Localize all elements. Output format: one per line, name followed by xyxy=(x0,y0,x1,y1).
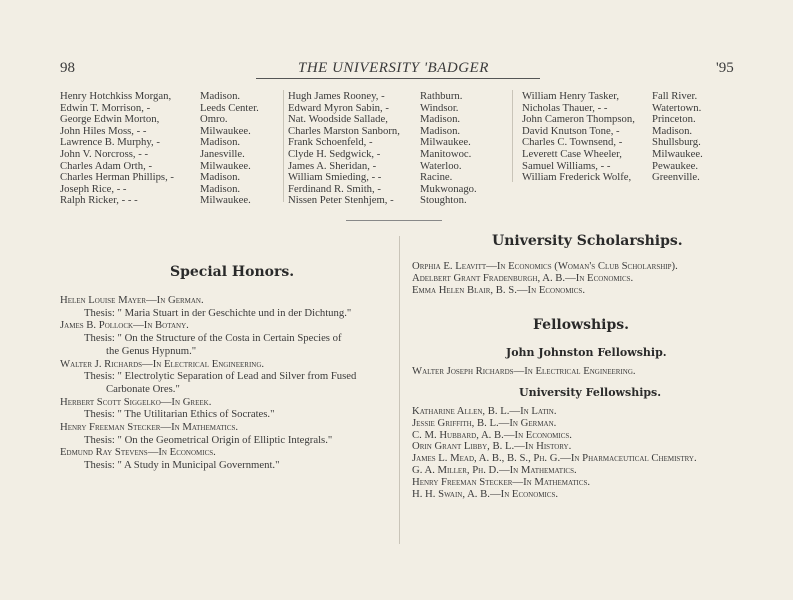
fellowship-entry: Henry Freeman Stecker—In Mathematics. xyxy=(412,475,591,488)
student-hometown: Milwaukee. xyxy=(200,194,251,207)
student-hometown: Fall River. xyxy=(652,90,698,102)
honor-recipient: Henry Freeman Stecker—In Mathematics. xyxy=(60,421,239,434)
roster-row xyxy=(522,91,703,103)
student-hometown: Milwaukee. xyxy=(200,124,251,137)
student-name: James A. Sheridan, - xyxy=(288,159,377,172)
scholarship-entry: Adelbert Grant Fradenburgh, A. B.—In Economics. xyxy=(412,271,634,284)
student-hometown: Milwaukee. xyxy=(420,136,471,149)
fellowship-entry: James L. Mead, A. B., B. S., Ph. G.—In Pharmaceutical Chemistry. xyxy=(412,452,697,465)
student-name: William Henry Tasker, xyxy=(522,90,620,102)
honor-recipient: Helen Louise Mayer—In German. xyxy=(60,294,204,306)
student-name: Charles Marston Sanborn, xyxy=(288,124,400,137)
student-hometown: Madison. xyxy=(200,182,241,195)
honor-recipient: Herbert Scott Siggelko—In Greek. xyxy=(60,395,212,408)
student-hometown: Manitowoc. xyxy=(420,147,472,160)
roster-column-1 xyxy=(60,91,259,207)
university-fellowships-list xyxy=(412,406,697,500)
special-honors-heading: Special Honors. xyxy=(170,264,295,280)
honor-thesis: Thesis: " The Utilitarian Ethics of Socrates." xyxy=(84,408,275,421)
header-rule xyxy=(256,78,540,79)
student-name: John V. Norcross, - - xyxy=(60,147,149,160)
student-hometown: Madison. xyxy=(200,171,241,184)
section-rule xyxy=(346,220,442,221)
student-name: Nicholas Thauer, - - xyxy=(522,101,608,114)
student-hometown: Watertown. xyxy=(652,101,702,114)
student-name: Joseph Rice, - - xyxy=(60,182,127,195)
student-hometown: Leeds Center. xyxy=(200,101,259,114)
fellowship-entry: G. A. Miller, Ph. D.—In Mathematics. xyxy=(412,463,577,476)
university-fellowships-heading: University Fellowships. xyxy=(519,386,662,399)
student-name: Ralph Ricker, - - - xyxy=(60,194,138,207)
student-hometown: Pewaukee. xyxy=(652,159,698,172)
fellowship-entry: Orin Grant Libby, B. L.—In History. xyxy=(412,440,572,453)
roster-row xyxy=(522,172,703,184)
honor-thesis: Carbonate Ores." xyxy=(106,382,180,395)
scholarships-list xyxy=(412,261,678,296)
johnston-fellowship-line: Walter Joseph Richards—In Electrical Engineering. xyxy=(412,365,636,377)
student-hometown: Racine. xyxy=(420,171,453,184)
student-hometown: Milwaukee. xyxy=(652,147,703,160)
student-name: Hugh James Rooney, - xyxy=(288,90,385,102)
student-hometown: Madison. xyxy=(200,90,241,102)
student-name: Charles Adam Orth, - xyxy=(60,159,153,172)
roster-column-2 xyxy=(288,91,477,207)
student-hometown: Stoughton. xyxy=(420,194,467,207)
student-name: Samuel Williams, - - xyxy=(522,159,611,172)
roster-row xyxy=(60,149,259,161)
student-name: Edwin T. Morrison, - xyxy=(60,101,151,114)
student-name: Nissen Peter Stenhjem, - xyxy=(288,194,394,207)
student-hometown: Waterloo. xyxy=(420,159,462,172)
student-hometown: Madison. xyxy=(200,136,241,149)
student-name: George Edwin Morton, xyxy=(60,113,160,126)
center-divider xyxy=(399,236,400,544)
column-divider xyxy=(512,90,513,182)
honor-thesis: Thesis: " A Study in Municipal Government." xyxy=(84,459,280,472)
student-name: Nat. Woodside Sallade, xyxy=(288,113,388,126)
student-hometown: Windsor. xyxy=(420,101,459,114)
student-name: Charles C. Townsend, - xyxy=(522,136,623,149)
student-hometown: Milwaukee. xyxy=(200,159,251,172)
student-name: William Frederick Wolfe, xyxy=(522,171,632,184)
special-honors-list xyxy=(60,294,356,472)
student-hometown: Princeton. xyxy=(652,113,696,126)
student-name: Clyde H. Sedgwick, - xyxy=(288,147,381,160)
honor-recipient: James B. Pollock—In Botany. xyxy=(60,319,189,332)
honor-thesis: Thesis: " Maria Stuart in der Geschichte und in der Dichtung." xyxy=(84,306,352,319)
student-name: John Cameron Thompson, xyxy=(522,113,635,126)
student-name: Henry Hotchkiss Morgan, xyxy=(60,90,172,102)
fellowship-entry: Jessie Griffith, B. L.—In German. xyxy=(412,416,557,429)
honor-thesis: Thesis: " On the Geometrical Origin of Elliptic Integrals." xyxy=(84,433,333,446)
roster-row xyxy=(288,172,477,184)
scholarships-heading: University Scholarships. xyxy=(492,233,683,249)
roster-column-3 xyxy=(522,91,703,184)
johnston-fellowship-heading: John Johnston Fellowship. xyxy=(506,346,667,359)
student-hometown: Madison. xyxy=(652,124,693,137)
roster-row xyxy=(522,149,703,161)
fellowship-entry: H. H. Swain, A. B.—In Economics. xyxy=(412,487,559,500)
roster-row xyxy=(60,91,259,103)
roster-row xyxy=(288,149,477,161)
honor-recipient: Walter J. Richards—In Electrical Engineering. xyxy=(60,357,265,370)
roster-row xyxy=(288,91,477,103)
student-hometown: Madison. xyxy=(420,124,461,137)
student-hometown: Omro. xyxy=(200,113,228,126)
student-name: Charles Herman Phillips, - xyxy=(60,171,174,184)
honor-thesis: Thesis: " Electrolytic Separation of Lead and Silver from Fused xyxy=(84,370,357,383)
student-hometown: Greenville. xyxy=(652,171,700,184)
student-hometown: Mukwonago. xyxy=(420,182,477,195)
scholarship-entry: Emma Helen Blair, B. S.—In Economics. xyxy=(412,283,585,296)
scholarship-entry: Orphia E. Leavitt—In Economics (Woman's Club Scholarship). xyxy=(412,260,678,272)
fellowship-entry: C. M. Hubbard, A. B.—In Economics. xyxy=(412,428,572,441)
honor-thesis: the Genus Hypnum." xyxy=(106,344,197,357)
page-number-right: '95 xyxy=(716,60,734,76)
fellowship-entry: Katharine Allen, B. L.—In Latin. xyxy=(412,405,557,417)
student-name: David Knutson Tone, - xyxy=(522,124,620,137)
student-hometown: Madison. xyxy=(420,113,461,126)
page-number-left: 98 xyxy=(60,60,75,76)
honor-recipient: Edmund Ray Stevens—In Economics. xyxy=(60,446,216,459)
fellowships-heading: Fellowships. xyxy=(533,317,630,333)
student-hometown: Rathburn. xyxy=(420,90,463,102)
running-title: THE UNIVERSITY 'BADGER xyxy=(298,60,489,76)
column-divider xyxy=(283,90,284,202)
student-name: William Smieding, - - xyxy=(288,171,382,184)
student-name: Leverett Case Wheeler, xyxy=(522,147,622,160)
student-name: John Hiles Moss, - - xyxy=(60,124,147,137)
student-hometown: Janesville. xyxy=(200,147,245,160)
page-header xyxy=(0,60,793,80)
student-hometown: Shullsburg. xyxy=(652,136,701,149)
roster-row xyxy=(60,195,259,207)
student-name: Frank Schoenfeld, - xyxy=(288,136,373,149)
honor-thesis: Thesis: " On the Structure of the Costa in Certain Species of xyxy=(84,332,342,345)
student-name: Lawrence B. Murphy, - xyxy=(60,136,160,149)
student-name: Edward Myron Sabin, - xyxy=(288,101,389,114)
roster-row xyxy=(60,172,259,184)
student-name: Ferdinand R. Smith, - xyxy=(288,182,381,195)
roster-row xyxy=(288,195,477,207)
